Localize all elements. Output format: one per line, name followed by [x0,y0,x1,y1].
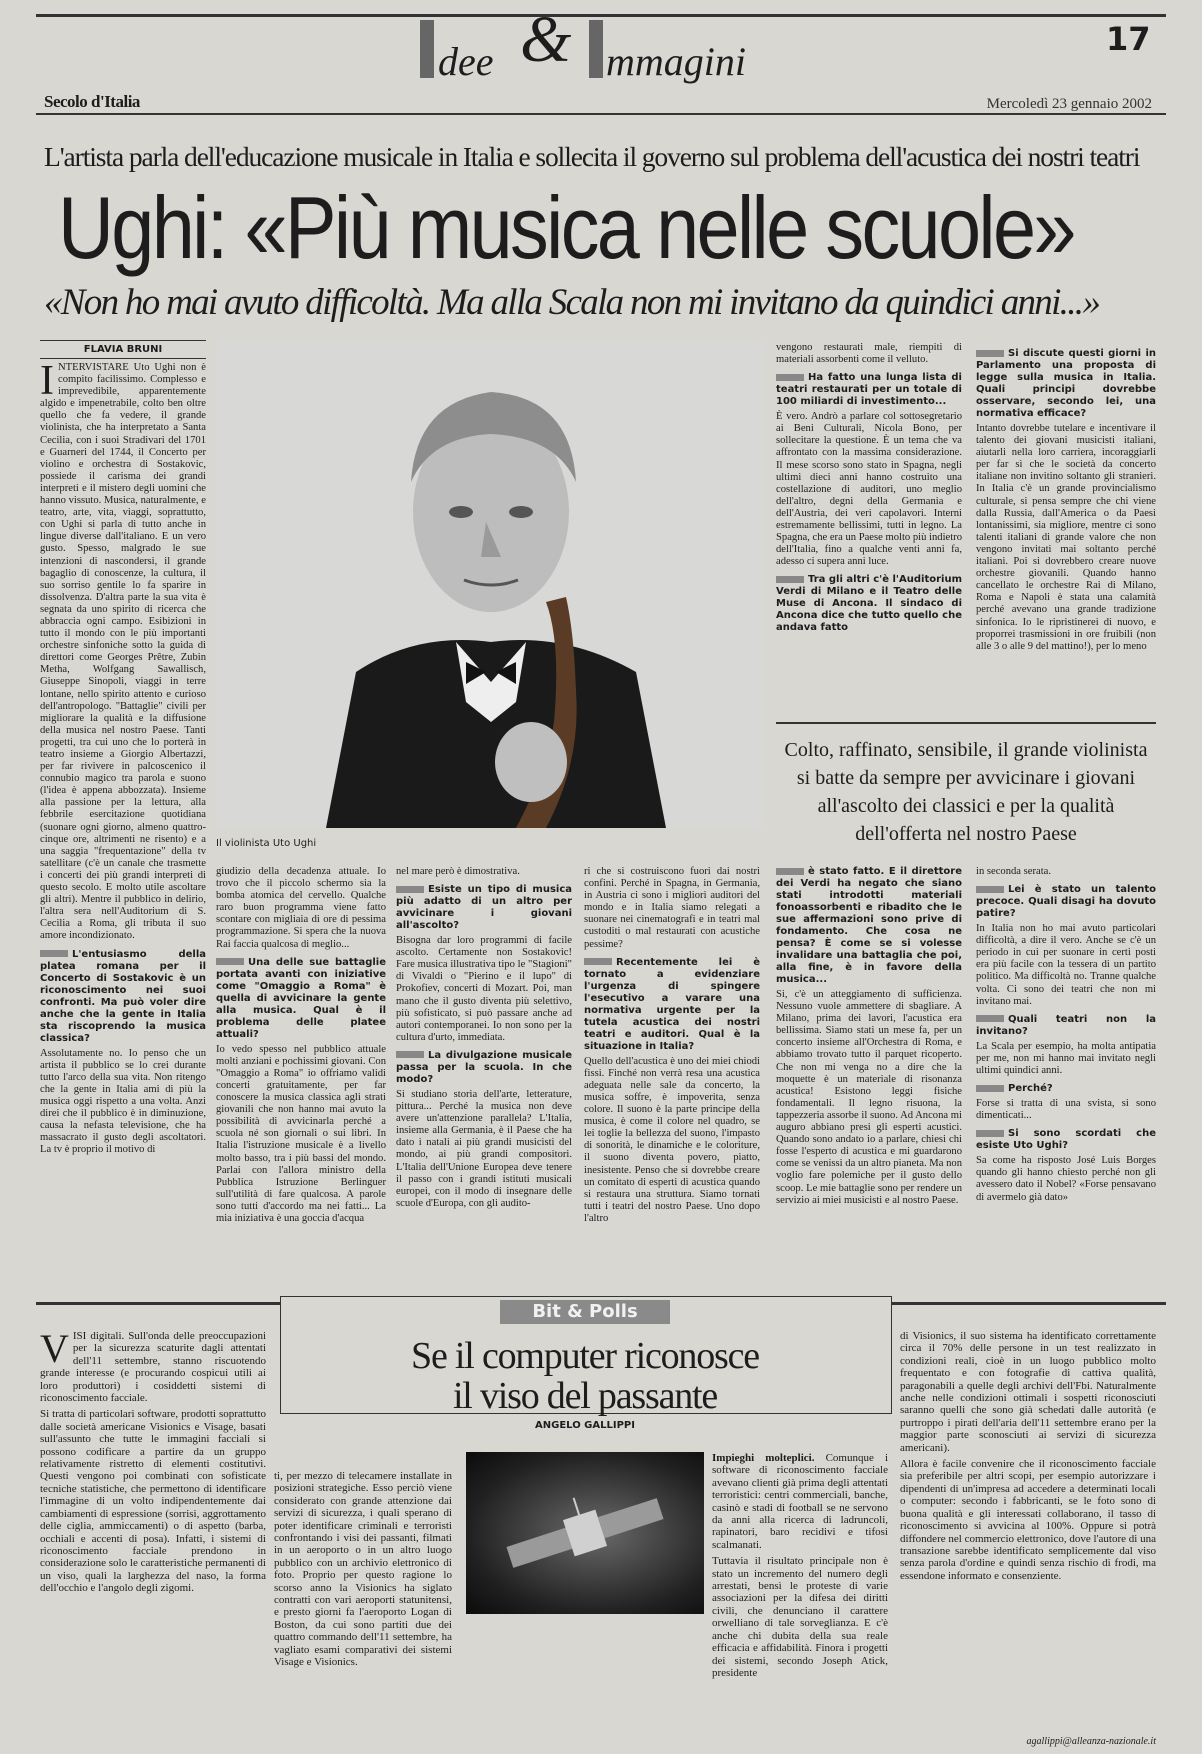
text: Si tratta di particolari software, prodotti soprattutto dalle società americane Visionics e Visage, basati sull'assunto che tutte le immagini facciali si possono codificare a partire da un gruppo relativamente ristretto di elementi costitutivi. Questi vengono poi combinati con sofisticate tecniche statistiche, che permettono di identificare l'immagine di un volto indipendentemente dai cambiamenti di espressione (sorrisi, aggrottamento delle ciglia, ammiccamenti) o di aspetto (barba, occhiali e accenti di posa). Infatti, i sistemi di riconoscimento facciale prendono in considerazione solo le caratteristiche permanenti di un viso, quali la larghezza del naso, la forma dell'occhio e l'angolo degli zigomi. [40,1408,266,1595]
answer: Intanto dovrebbe tutelare e incentivare il talento dei giovani musicisti italiani, aiutarli nella loro carriera, incoraggiarli per far sì che le società da concerto italiane non invitino soltanto gli stranieri. In Italia c'è un grande provincialismo culturale, si pensa sempre che chi viene dalla Russia, dall'America o da Paesi lontanissimi, sia migliore, mentre ci sono talenti italiani di grande valore che non vengono invitati mai soltanto perché italiani. Poi si dovrebbero creare nuove orchestre giovanili. Quando hanno cancellato le orchestre Rai di Milano, Roma e Napoli è stata una calamità perché avevano una grande tradizione sinfonica. Io le ripristinerei di nuovo, e proporrei trasmissioni in ore fruibili (non alle 3 o alle 9 del mattino!), per lo meno [976,423,1156,652]
pull-quote-rule [776,722,1156,724]
section-title-part1: dee [438,39,494,84]
question: Esiste un tipo di musica più adatto di un altro per avvicinare i giovani all'ascolto? [396,884,572,932]
main-col-1 [40,362,206,1258]
issue-date: Mercoledì 23 gennaio 2002 [986,96,1152,112]
answer: Io vedo spesso nel pubblico attuale molti anziani e pochissimi giovani. Con "Omaggio a Roma" io offriamo validi concerti gratuitamente, per far conoscere la musica classica agli strati giovanili che non hanno mai avuto la possibilità di avvicinarla perché a scuola né son giornali o sui libri. In Italia l'istruzione musicale è a livello molto basso, tra i più bassi del mondo. Parlai con l'allora ministro della Pubblica Istruzione Berlinguer sull'utilità di fare qualcosa. A parole sono tutti d'accordo ma nei fatti... La mia iniziativa è una goccia d'acqua [216,1043,386,1224]
question: Quali teatri non la invitano? [976,1013,1156,1037]
photo-caption: Il violinista Uto Ughi [216,838,317,849]
article-kicker: L'artista parla dell'educazione musicale in Italia e sollecita il governo sul problema dell'acustica dei nostri teatri [44,141,1140,172]
text: di Visionics, il suo sistema ha identificato correttamente circa il 70% delle persone in un test realizzato in condizioni reali, cioè in un luogo pubblico molto frequentato e con fotografie di cattiva qualità, paragonabili a quelle degli archivi dell'Fbi. Naturalmente anche nelle condizioni ottimali i sospetti riconosciuti saranno quelli che sono già schedati dalle autorità (e purtroppo i pirati dell'aria dell'11 settembre erano per la maggior parte sconosciuti ai servizi di sicurezza americani). [900,1330,1156,1454]
question: Perché? [976,1083,1156,1095]
text: ri che si costruiscono fuori dai nostri confini. Perché in Spagna, in Germania, in Austria ci sono i migliori auditori del mondo e in Italia siamo relegati a suonare nei cinematografi e in teatri mal custoditi o mal restaurati con acustiche pessime? [584,866,760,950]
section-ampersand: & [520,3,572,76]
answer: Forse si tratta di una svista, si sono dimenticati... [976,1098,1156,1122]
second-col-1 [40,1330,266,1746]
answer: È vero. Andrò a parlare col sottosegretario ai Beni Culturali, Nicola Bono, per sollecitare la questione. È un tema che va affrontato con la massima considerazione. Il mese scorso sono stato in Spagna, negli ultimi dieci anni hanno costruito una costellazione di auditori, uno meglio dell'altro, degni della Germania e dell'Austria, dei veri capolavori. Interni estremamente bellissimi, tutti in legno. La Spagna, che era un Paese molto più indietro dell'Italia, fino a qualche venti anni fa, adesso ci supera anni luce. [776,411,962,568]
question: Lei è stato un talento precoce. Quali disagi ha dovuto patire? [976,884,1156,920]
main-col-2 [216,866,386,1258]
violinist-photo [216,342,764,828]
text: ti, per mezzo di telecamere installate in posizioni strategiche. Esso perciò viene considerato con grande attenzione dai servizi di sicurezza, i quali sperano di poter identificare criminali e terroristi confrontando i visi dei passanti, filmati in un aeroporto o in un altro luogo pubblico con un archivio elettronico di foto. Proprio per questo ragione lo scorso anno la Visionics ha siglato contratti con vari aeroporti statunitensi, e presto giorni fa l'aeroporto Logan di Boston, da cui sono partiti due dei quattro commando dell'11 settembre, ha vagliato esami comparativi dei sistemi Visage e Visionics. [274,1470,452,1669]
text: nel mare però è dimostrativa. [396,866,520,877]
question: L'entusiasmo della platea romana per il Concerto di Sostakovic è un riconoscimento nei suoi confronti. Ma può voler dire anche che la gente in Italia sta riscoprendo la musica classica? [40,948,206,1044]
author-email: agallippi@alleanza-nazionale.it [1026,1736,1156,1747]
main-col-4 [584,866,760,1258]
answer: Si, c'è un atteggiamento di sufficienza. Nessuno vuole ammettere di sbagliare. A Milano, prima dei lavori, l'acustica era bellissima. Siamo stati un mese fa, per un concerto insieme all'Orchestra di Roma, e abbiamo trovato tutto il parquet ricoperto. Che non mi venga no a dire che la moquette è un materiale di risonanza acustica! Esistono leggi fisiche fondamentali. Il legno risuona, la tappezzeria assorbe il suono. Ad Ancona mi auguro abbiano presi gli esperti acustici. Quando sono andato io a parlare, chiesi chi fosse l'esperto di acustica e mi guardarono come se venissi da un altro pianeta. Ma non voglio fare polemiche per il gusto dello scoop. Le mie battaglie sono per rendere un servizio ai miei musicisti e al nostro Paese. [776,989,962,1206]
right-col-2 [976,342,1156,712]
question: Ha fatto una lunga lista di teatri restaurati per un totale di 100 miliardi di investimento... [776,372,962,408]
text: Tuttavia il risultato principale non è stato un incremento del numero degli arrestati, bensì le proteste di varie associazioni per la difesa dei diritti civili, che denunciano il carattere orwelliano di tale sorveglianza. E c'è anche chi dubita della sua reale efficacia e affidabilità. Finora i progetti dei sistemi, secondo Joseph Atick, presidente [712,1555,888,1679]
intro-text: NTERVISTARE Uto Ughi non è compito facilissimo. Complesso e imprevedibile, apparentemente algido e impenetrabile, colto ben oltre quello che fa vedere, il grande violinista, che ha interpretato a Santa Cecilia, con i suoi Stradivari del 1701 e Guarneri del 1744, il Concerto per violino e orchestra di Sostakovic, possiede il carisma dei grandi interpreti e il mistero degli uomini che hanno vissuto. Musica, naturalmente, e teatro, arte, vita, viaggi, soprattutto, con Ughi si parla di tutto anche in lingue diverse dall'italiano. E un vero gusto. Spesso, malgrado le sue intenzioni di nascondersi, il grande bagaglio di conoscenze, la cultura, il suo sorriso gentile lo fa sparire in dissolvenza. D'altra parte la sua vita è segnata da uno spirito di ricerca che abbraccia ogni campo. Esibizioni in tutto il mondo con le più importanti orchestre sinfoniche sotto la guida di direttori come Georges Prêtre, Zubin Metha, Wolfgang Sawallisch, Giuseppe Sinopoli, viaggi in terre lontane, nello spirito attento e curioso dell'antropologo. "Battaglie" civili per migliorare la qualità e la diffusione della musica nel nostro Paese. Tanti progetti, tra cui uno che lo porterà in teatro insieme a Giorgio Albertazzi, per far rivivere in palcoscenico il connubio magico tra parola e suono (l'idea è appena abbozzata). Insieme alla passione per la lettura, alla febbrile esercitazione quotidiana (suonare ogni giorno, almeno quattro-cinque ore, altrimenti ne risento) e a una saggia "frequentazione" della tv satellitare (c'è un canale che trasmette i concerti dei più grandi interpreti di questo secolo. E molto utile ascoltare gli altri). Mentre il pubblico in delirio, l'altra sera nell'Auditorium di S. Cecilia a Roma, gli tributa il suo amore incondizionato. [40,362,206,942]
question: è stato fatto. E il direttore dei Verdi ha negato che siano stati introdotti materiali fonoassorbenti e ribadito che le sue affermazioni sono prive di fondamento. Che cosa ne pensa? È come se si volesse invalidare una battaglia che poi, alla fine, è in favore della musica... [776,866,962,985]
question: Tra gli altri c'è l'Auditorium Verdi di Milano e il Teatro delle Muse di Ancona. Il sindaco di Ancona dice che tutto quello che andava fatto [776,574,962,634]
text: ISI digitali. Sull'onda delle preoccupazioni per la sicurezza scaturite dagli attentati dell'11 settembre, stanno riscuotendo grande interesse (e procurando cospicui utili ai loro produttori) i cosiddetti sistemi di riconoscimento facciale. [40,1330,266,1405]
answer: Assolutamente no. Io penso che un artista il pubblico se lo crei durante tutto l'arco della sua vita. Non ritengo che la gente in Italia ami di più la musica oggi rispetto a una volta. Anzi direi che il pubblico è in diminuzione, causa la nefasta televisione, che ha massacrato il gusto degli ascoltatori. La tv è proprio il motivo di [40,1047,206,1156]
subheading: Impieghi molteplici. [712,1452,815,1464]
question: Una delle sue battaglie portata avanti con iniziative come "Omaggio a Roma" è quella di avvicinare la gente alla musica. Qual è il problema delle platee attuali? [216,956,386,1040]
text: giudizio della decadenza attuale. Io trovo che il piccolo schermo sia la bomba atomica del cervello. Qualche raro buon programma viene fatto scontare con migliaia di ore di pessima programmazione. Si spera che la nuova Rai faccia qualcosa di meglio... [216,866,386,950]
answer: Bisogna dar loro programmi di facile ascolto. Certamente non Sostakovic! Fare musica illustrativa tipo le "Stagioni" di Vivaldi o "Pierino e il lupo" di Prokofiev, concerti di Mozart. Poi, man mano che il gusto diventa più selettivo, più sofisticato, si può passare anche ad autori contemporanei. Io non sono per la cultura d'urto, immediata. [396,935,572,1043]
dropcap: V [40,1330,69,1371]
top-rule [36,14,1166,17]
answer: Sa come ha risposto José Luis Borges quando gli hanno chiesto perché non gli avessero dato il Nobel? «Forse pensavano di avermelo già dato» [976,1155,1156,1203]
main-col-3 [396,866,572,1258]
second-title-line2: il viso del passante [452,1375,718,1417]
second-title [280,1336,890,1416]
author-name: FLAVIA BRUNI [83,344,163,355]
answer: La Scala per esempio, ha molta antipatia per me, non mi hanno mai invitato negli ultimi quindici anni. [976,1040,1156,1076]
newspaper-name: Secolo d'Italia [44,92,140,111]
section-block-2 [589,20,603,78]
second-col-3 [712,1452,888,1746]
author-rule [40,340,206,341]
violinist-portrait-icon [216,342,764,828]
section-block-1 [420,20,434,78]
second-col-4 [900,1330,1156,1734]
answer: Si studiano storia dell'arte, letterature, pittura... Perché la musica non deve avere un'attenzione parallela? L'Italia, insieme alla Germania, è il Paese che ha dato i natali ai più grandi musicisti del mondo, ai più grandi compositori. L'Italia dell'Unione Europea deve tenere il passo con i grandi istituti musicali europei, con il modo di insegnare delle scuole d'Europa, con gli audito- [396,1088,572,1209]
dropcap: I [40,362,54,404]
second-author: ANGELO GALLIPPI [535,1420,635,1431]
main-col-6 [976,866,1156,1258]
question: La divulgazione musicale passa per la scuola. In che modo? [396,1049,572,1085]
page-number: 17 [1106,20,1151,58]
second-col-2 [274,1470,452,1746]
column-label: Bit & Polls [500,1300,670,1324]
satellite-icon [466,1452,704,1614]
question: Si sono scordati che esiste Uto Ughi? [976,1128,1156,1152]
question: Recentemente lei è tornato a evidenziare l'urgenza di spingere l'esecutivo a varare una normativa urgente per la tutela acustica dei nostri teatri e auditori. Qual è la situazione in Italia? [584,956,760,1052]
section-title-part2: mmagini [606,39,746,84]
second-title-line1: Se il computer riconosce [411,1335,759,1377]
text: Allora è facile convenire che il riconoscimento facciale sia preferibile per altri scopi, per esempio autorizzare i dipendenti di un'impresa ad accedere a determinati locali o computer: secondo i fabbricanti, se le foto sono di buona qualità e gli interessati collaborano, il tasso di riconoscimento si avvicina al 100%. Oppure si potrà diffondere nel commercio elettronico, dove l'autore di una transazione sarebbe identificato semplicemente dal viso senza parola d'ordine e quindi senza rischio di frodi, ma essendone informato e consenziente. [900,1458,1156,1582]
article-subtitle: «Non ho mai avuto difficoltà. Ma alla Scala non mi invitano da quindici anni...» [44,282,1100,323]
answer: In Italia non ho mai avuto particolari difficoltà, a dire il vero. Anche se c'è un periodo in cui per suonare in certi posti era più facile con la tessera di un partito politico. Ma difficoltà no. Tranne qualche volta. Ci sono dei teatri che non mi invitano mai. [976,923,1156,1007]
pull-quote: Colto, raffinato, sensibile, il grande violinista si batte da sempre per avvicinare i giovani all'ascolto dei classici e per la qualità dell'offerta nel nostro Paese [784,739,1148,845]
answer: Quello dell'acustica è uno dei miei chiodi fissi. Finché non verrà resa una acustica adeguata nelle sale da concerto, la musica soffre, è impoverita, senza colore. Il suono è la parte principe della musica, è come il colore nel quadro, se lei toglie la bellezza del suono, l'impasto di sonorità, le dinamiche e le coloriture, il suono diventa povero, piatto, inesistente. Penso che si dovrebbe creare un comitato di esperti di acustica quando si restaura una struttura. Siamo tornati tutti i teatri del nostro Paese. Uno dopo l'altro [584,1055,760,1224]
main-col-5 [776,866,962,1258]
question: Si discute questi giorni in Parlamento una proposta di legge sulla musica in Italia. Quali principi dovrebbe osservare, secondo lei, una normativa efficace? [976,348,1156,419]
text: in seconda serata. [976,866,1052,877]
author-rule-bottom [40,358,206,359]
text: Comunque i software di riconoscimento facciale avevano clienti già prima degli attentati terroristici: centri commerciali, banche, casinò e stadi di football se ne servono da anni alla ricerca di ladruncoli, rapinatori, baro recidivi e tifosi scalmanati. [712,1452,888,1551]
header-rule [36,113,1166,115]
satellite-image [466,1452,704,1614]
article-title: Ughi: «Più musica nelle scuole» [58,178,1074,277]
right-col-1 [776,342,962,712]
text: vengono restaurati male, riempiti di materiali assorbenti come il velluto. [776,342,962,366]
